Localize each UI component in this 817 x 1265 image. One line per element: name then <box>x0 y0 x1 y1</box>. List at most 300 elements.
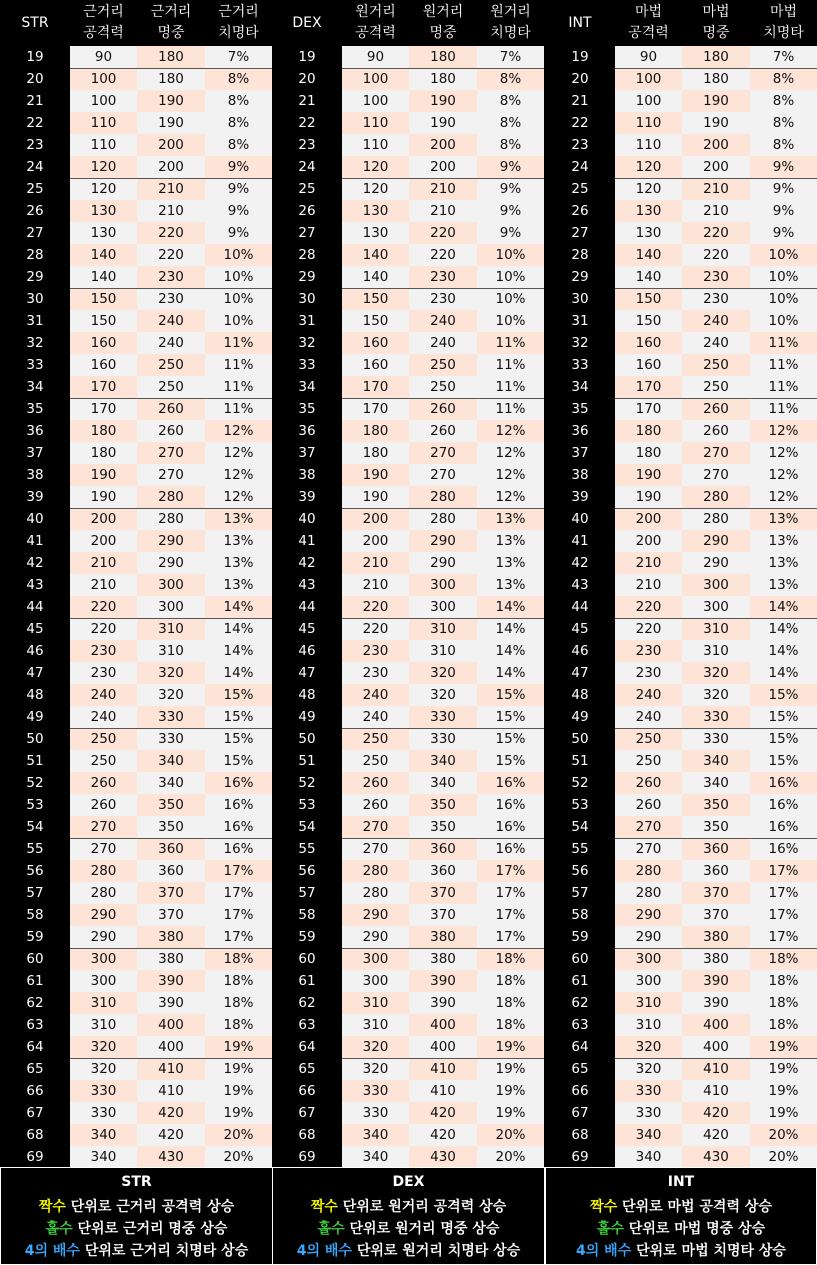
accuracy-cell: 380 <box>409 948 477 970</box>
level-cell: 28 <box>26 247 44 263</box>
table-row <box>272 486 544 508</box>
crit-cell: 17% <box>477 860 544 882</box>
attack-cell: 230 <box>615 662 682 684</box>
table-row <box>272 926 544 948</box>
accuracy-cell: 430 <box>137 1146 205 1168</box>
crit-cell: 8% <box>477 68 544 90</box>
footer-text-even: 단위로 마법 공격력 상승 <box>617 1199 772 1215</box>
crit-cell: 15% <box>477 750 544 772</box>
table-row <box>545 794 817 816</box>
table-row <box>545 156 817 178</box>
table-row <box>545 244 817 266</box>
accuracy-cell: 240 <box>682 310 750 332</box>
table-row <box>0 1124 272 1146</box>
attack-cell: 170 <box>342 398 409 420</box>
table-row <box>272 420 544 442</box>
attack-cell: 320 <box>615 1058 682 1080</box>
attack-cell: 320 <box>70 1036 137 1058</box>
footer-highlight-odd: 홀수 <box>596 1221 624 1237</box>
crit-cell: 16% <box>477 816 544 838</box>
attack-cell: 140 <box>615 244 682 266</box>
table-row <box>0 442 272 464</box>
attack-cell: 100 <box>342 68 409 90</box>
table-row <box>272 706 544 728</box>
crit-header: 근거리 치명타 <box>218 4 259 41</box>
level-cell: 39 <box>26 489 44 505</box>
table-row <box>545 926 817 948</box>
table-row <box>272 816 544 838</box>
crit-header: 원거리 치명타 <box>490 4 531 41</box>
level-cell: 33 <box>298 357 316 373</box>
attack-cell: 150 <box>615 310 682 332</box>
crit-cell: 10% <box>750 244 817 266</box>
attack-cell: 170 <box>70 398 137 420</box>
table-row <box>272 222 544 244</box>
accuracy-cell: 410 <box>137 1058 205 1080</box>
accuracy-cell: 200 <box>409 134 477 156</box>
accuracy-header: 마법 명중 <box>702 4 730 41</box>
attack-cell: 330 <box>70 1080 137 1102</box>
attack-cell: 200 <box>615 508 682 530</box>
crit-cell: 11% <box>750 354 817 376</box>
level-cell: 34 <box>571 379 589 395</box>
level-cell: 29 <box>298 269 316 285</box>
attack-cell: 220 <box>70 596 137 618</box>
accuracy-cell: 300 <box>409 596 477 618</box>
level-cell: 20 <box>298 71 316 87</box>
attack-cell: 280 <box>70 882 137 904</box>
table-row <box>272 596 544 618</box>
level-cell: 32 <box>26 335 44 351</box>
table-row <box>545 1058 817 1080</box>
crit-cell: 12% <box>205 442 272 464</box>
accuracy-cell: 300 <box>137 574 205 596</box>
table-row <box>272 992 544 1014</box>
table-row <box>545 1102 817 1124</box>
table-row <box>0 948 272 970</box>
accuracy-cell: 240 <box>409 332 477 354</box>
attack-cell: 340 <box>342 1124 409 1146</box>
level-cell: 68 <box>571 1127 589 1143</box>
attack-cell: 110 <box>615 112 682 134</box>
table-row <box>272 376 544 398</box>
crit-cell: 8% <box>477 90 544 112</box>
accuracy-cell: 290 <box>682 552 750 574</box>
accuracy-cell: 330 <box>137 706 205 728</box>
footer-text-four: 단위로 근거리 치명타 상승 <box>79 1243 249 1259</box>
attack-cell: 260 <box>342 772 409 794</box>
crit-cell: 18% <box>205 970 272 992</box>
crit-cell: 16% <box>750 816 817 838</box>
accuracy-cell: 230 <box>409 288 477 310</box>
group-divider <box>342 288 544 289</box>
crit-cell: 20% <box>205 1124 272 1146</box>
stat-section-dex <box>272 0 544 1167</box>
crit-cell: 12% <box>750 464 817 486</box>
crit-cell: 19% <box>750 1102 817 1124</box>
group-divider <box>615 508 817 509</box>
attack-cell: 330 <box>70 1102 137 1124</box>
level-cell: 24 <box>26 159 44 175</box>
table-row <box>272 1080 544 1102</box>
attack-cell: 120 <box>615 156 682 178</box>
crit-cell: 17% <box>205 904 272 926</box>
attack-cell: 310 <box>342 1014 409 1036</box>
crit-cell: 16% <box>205 838 272 860</box>
crit-cell: 11% <box>477 354 544 376</box>
crit-cell: 10% <box>750 310 817 332</box>
accuracy-cell: 290 <box>409 530 477 552</box>
crit-cell: 17% <box>750 904 817 926</box>
accuracy-cell: 260 <box>682 420 750 442</box>
level-cell: 47 <box>571 665 589 681</box>
table-row <box>545 486 817 508</box>
crit-cell: 9% <box>750 222 817 244</box>
table-row <box>272 266 544 288</box>
level-cell: 27 <box>26 225 44 241</box>
attack-cell: 280 <box>342 860 409 882</box>
level-cell: 52 <box>26 775 44 791</box>
group-divider <box>342 178 544 179</box>
crit-cell: 12% <box>477 464 544 486</box>
level-cell: 43 <box>26 577 44 593</box>
table-row <box>545 508 817 530</box>
group-divider <box>615 288 817 289</box>
table-row <box>545 882 817 904</box>
attack-cell: 170 <box>70 376 137 398</box>
crit-cell: 20% <box>750 1124 817 1146</box>
attack-cell: 320 <box>70 1058 137 1080</box>
accuracy-cell: 340 <box>137 750 205 772</box>
accuracy-header: 원거리 명중 <box>422 4 464 41</box>
level-cell: 35 <box>298 401 316 417</box>
attack-cell: 100 <box>342 90 409 112</box>
crit-cell: 16% <box>205 772 272 794</box>
crit-cell: 13% <box>477 574 544 596</box>
level-cell: 19 <box>26 49 44 65</box>
level-cell: 56 <box>298 863 316 879</box>
level-cell: 66 <box>298 1083 316 1099</box>
attack-cell: 190 <box>70 486 137 508</box>
crit-cell: 7% <box>750 46 817 68</box>
crit-cell: 15% <box>750 706 817 728</box>
attack-cell: 150 <box>70 288 137 310</box>
crit-cell: 18% <box>750 948 817 970</box>
accuracy-cell: 400 <box>137 1014 205 1036</box>
group-divider <box>615 178 817 179</box>
accuracy-cell: 380 <box>682 926 750 948</box>
crit-cell: 11% <box>750 398 817 420</box>
footer-text-odd: 단위로 원거리 명중 상승 <box>344 1221 500 1237</box>
level-cell: 23 <box>571 137 589 153</box>
attack-cell: 110 <box>342 134 409 156</box>
accuracy-cell: 300 <box>682 574 750 596</box>
crit-cell: 10% <box>477 244 544 266</box>
attack-cell: 180 <box>615 420 682 442</box>
table-row <box>272 904 544 926</box>
attack-cell: 160 <box>615 354 682 376</box>
crit-header: 마법 치명타 <box>763 4 804 41</box>
table-row <box>545 596 817 618</box>
section-header <box>545 0 817 46</box>
accuracy-cell: 340 <box>409 750 477 772</box>
level-cell: 67 <box>298 1105 316 1121</box>
attack-cell: 120 <box>342 156 409 178</box>
accuracy-cell: 250 <box>409 354 477 376</box>
attack-cell: 240 <box>342 684 409 706</box>
table-row <box>0 552 272 574</box>
crit-cell: 10% <box>477 288 544 310</box>
footer-text-four: 단위로 마법 치명타 상승 <box>631 1243 786 1259</box>
level-cell: 55 <box>298 841 316 857</box>
table-row <box>0 1058 272 1080</box>
footer-box-int <box>545 1167 817 1265</box>
attack-cell: 310 <box>70 1014 137 1036</box>
table-row <box>272 618 544 640</box>
level-cell: 22 <box>298 115 316 131</box>
group-divider <box>615 728 817 729</box>
footer-line-odd <box>546 1218 816 1238</box>
attack-cell: 340 <box>70 1124 137 1146</box>
table-row <box>0 772 272 794</box>
level-cell: 62 <box>298 995 316 1011</box>
crit-cell: 12% <box>477 442 544 464</box>
table-row <box>545 68 817 90</box>
level-cell: 26 <box>26 203 44 219</box>
accuracy-cell: 230 <box>682 288 750 310</box>
accuracy-cell: 420 <box>409 1102 477 1124</box>
accuracy-cell: 430 <box>409 1146 477 1168</box>
crit-cell: 18% <box>477 970 544 992</box>
table-row <box>545 134 817 156</box>
table-row <box>272 640 544 662</box>
accuracy-cell: 310 <box>137 640 205 662</box>
level-cell: 39 <box>298 489 316 505</box>
level-cell: 25 <box>26 181 44 197</box>
attack-header: 마법 공격력 <box>628 4 669 41</box>
attack-cell: 210 <box>342 552 409 574</box>
accuracy-cell: 290 <box>409 552 477 574</box>
attack-cell: 270 <box>615 816 682 838</box>
crit-cell: 19% <box>477 1058 544 1080</box>
crit-cell: 11% <box>205 398 272 420</box>
table-row <box>0 970 272 992</box>
level-cell: 40 <box>26 511 44 527</box>
table-row <box>272 398 544 420</box>
accuracy-cell: 190 <box>409 112 477 134</box>
crit-cell: 8% <box>750 68 817 90</box>
crit-cell: 19% <box>477 1036 544 1058</box>
table-row <box>545 1036 817 1058</box>
level-cell: 22 <box>26 115 44 131</box>
table-row <box>545 464 817 486</box>
level-cell: 35 <box>26 401 44 417</box>
accuracy-cell: 340 <box>682 750 750 772</box>
crit-cell: 16% <box>477 772 544 794</box>
table-row <box>0 794 272 816</box>
table-row <box>545 684 817 706</box>
accuracy-cell: 280 <box>409 508 477 530</box>
crit-cell: 11% <box>477 398 544 420</box>
table-row <box>545 90 817 112</box>
crit-cell: 14% <box>205 640 272 662</box>
table-row <box>545 618 817 640</box>
group-divider <box>70 838 272 839</box>
accuracy-cell: 270 <box>137 442 205 464</box>
attack-cell: 120 <box>342 178 409 200</box>
attack-header: 원거리 공격력 <box>355 4 396 41</box>
table-row <box>0 1102 272 1124</box>
footer-box-dex <box>272 1167 545 1265</box>
table-row <box>0 68 272 90</box>
accuracy-cell: 300 <box>682 596 750 618</box>
crit-cell: 16% <box>205 816 272 838</box>
attack-cell: 340 <box>70 1146 137 1168</box>
crit-cell: 19% <box>750 1080 817 1102</box>
accuracy-cell: 400 <box>682 1014 750 1036</box>
attack-cell: 150 <box>342 310 409 332</box>
table-row <box>545 750 817 772</box>
crit-cell: 18% <box>205 948 272 970</box>
footer-text-even: 단위로 원거리 공격력 상승 <box>337 1199 507 1215</box>
accuracy-cell: 330 <box>137 728 205 750</box>
accuracy-cell: 360 <box>137 860 205 882</box>
table-row <box>545 442 817 464</box>
attack-cell: 180 <box>615 442 682 464</box>
accuracy-cell: 250 <box>682 376 750 398</box>
accuracy-cell: 220 <box>409 222 477 244</box>
table-row <box>545 948 817 970</box>
accuracy-cell: 230 <box>682 266 750 288</box>
crit-cell: 9% <box>205 200 272 222</box>
attack-cell: 290 <box>615 926 682 948</box>
attack-cell: 90 <box>342 46 409 68</box>
crit-cell: 14% <box>477 662 544 684</box>
crit-cell: 12% <box>750 420 817 442</box>
accuracy-cell: 410 <box>682 1080 750 1102</box>
table-row <box>545 376 817 398</box>
level-cell: 42 <box>298 555 316 571</box>
table-row <box>0 464 272 486</box>
accuracy-cell: 390 <box>409 970 477 992</box>
attack-cell: 220 <box>615 596 682 618</box>
attack-cell: 240 <box>615 706 682 728</box>
accuracy-cell: 360 <box>682 838 750 860</box>
level-cell: 31 <box>298 313 316 329</box>
crit-cell: 16% <box>477 794 544 816</box>
attack-cell: 90 <box>615 46 682 68</box>
crit-cell: 10% <box>205 266 272 288</box>
group-divider <box>70 1058 272 1059</box>
accuracy-cell: 240 <box>682 332 750 354</box>
crit-cell: 10% <box>205 288 272 310</box>
accuracy-cell: 410 <box>409 1058 477 1080</box>
accuracy-cell: 320 <box>682 684 750 706</box>
group-divider <box>342 618 544 619</box>
attack-cell: 240 <box>70 706 137 728</box>
footer-text-even: 단위로 근거리 공격력 상승 <box>65 1199 235 1215</box>
table-row <box>272 1036 544 1058</box>
table-row <box>272 244 544 266</box>
attack-cell: 210 <box>615 552 682 574</box>
attack-cell: 340 <box>615 1124 682 1146</box>
accuracy-cell: 270 <box>682 442 750 464</box>
crit-cell: 12% <box>477 420 544 442</box>
accuracy-cell: 320 <box>137 662 205 684</box>
level-cell: 60 <box>26 951 44 967</box>
level-cell: 22 <box>571 115 589 131</box>
level-cell: 59 <box>571 929 589 945</box>
level-cell: 49 <box>26 709 44 725</box>
table-row <box>272 970 544 992</box>
crit-cell: 15% <box>205 706 272 728</box>
accuracy-cell: 390 <box>682 992 750 1014</box>
table-row <box>272 684 544 706</box>
accuracy-cell: 210 <box>409 200 477 222</box>
attack-cell: 150 <box>70 310 137 332</box>
crit-cell: 11% <box>205 354 272 376</box>
attack-cell: 230 <box>70 662 137 684</box>
level-cell: 67 <box>26 1105 44 1121</box>
table-row <box>545 420 817 442</box>
attack-cell: 320 <box>615 1036 682 1058</box>
level-cell: 48 <box>298 687 316 703</box>
table-row <box>545 1124 817 1146</box>
table-row <box>545 310 817 332</box>
table-row <box>545 574 817 596</box>
crit-cell: 10% <box>205 310 272 332</box>
accuracy-cell: 260 <box>409 420 477 442</box>
level-cell: 40 <box>571 511 589 527</box>
attack-cell: 300 <box>615 948 682 970</box>
level-cell: 46 <box>298 643 316 659</box>
level-cell: 20 <box>571 71 589 87</box>
level-cell: 50 <box>298 731 316 747</box>
crit-cell: 13% <box>205 574 272 596</box>
level-cell: 27 <box>571 225 589 241</box>
table-row <box>272 772 544 794</box>
accuracy-cell: 190 <box>137 112 205 134</box>
attack-cell: 210 <box>70 574 137 596</box>
crit-cell: 9% <box>205 178 272 200</box>
level-cell: 38 <box>571 467 589 483</box>
level-cell: 41 <box>26 533 44 549</box>
accuracy-cell: 270 <box>137 464 205 486</box>
stat-section-str <box>0 0 272 1167</box>
level-cell: 47 <box>298 665 316 681</box>
accuracy-cell: 190 <box>137 90 205 112</box>
attack-cell: 260 <box>615 794 682 816</box>
level-cell: 67 <box>571 1105 589 1121</box>
level-cell: 31 <box>26 313 44 329</box>
accuracy-cell: 270 <box>409 464 477 486</box>
crit-cell: 18% <box>750 1014 817 1036</box>
level-cell: 51 <box>298 753 316 769</box>
attack-cell: 170 <box>342 376 409 398</box>
crit-cell: 13% <box>750 530 817 552</box>
crit-cell: 20% <box>205 1146 272 1168</box>
table-row <box>545 640 817 662</box>
attack-cell: 100 <box>615 90 682 112</box>
group-divider <box>70 728 272 729</box>
footer-title: DEX <box>392 1174 425 1190</box>
attack-cell: 200 <box>615 530 682 552</box>
accuracy-cell: 380 <box>137 948 205 970</box>
accuracy-cell: 220 <box>137 244 205 266</box>
footer-highlight-even: 짝수 <box>38 1199 66 1215</box>
table-row <box>272 156 544 178</box>
attack-cell: 340 <box>615 1146 682 1168</box>
